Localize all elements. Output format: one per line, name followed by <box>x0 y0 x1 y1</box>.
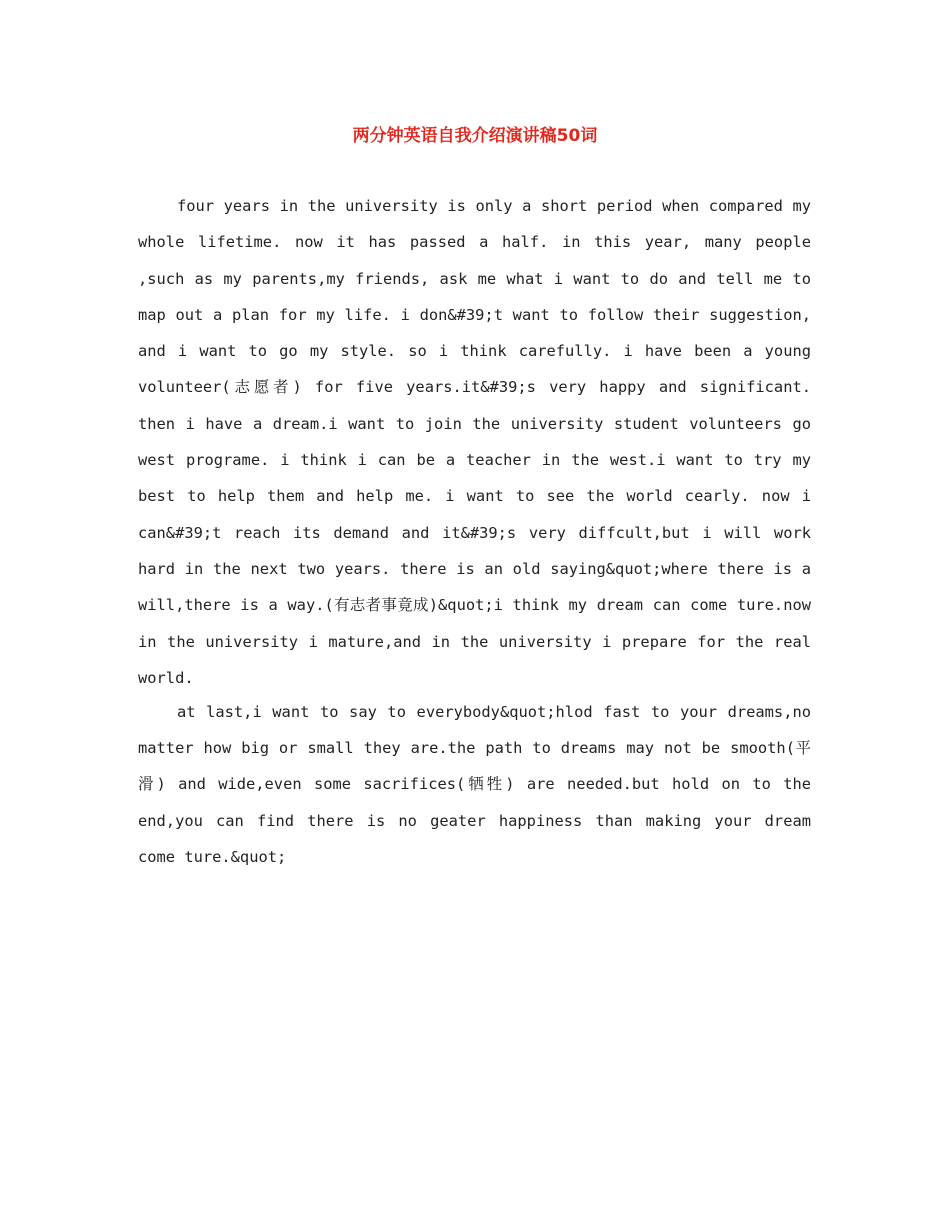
paragraph-1: four years in the university is only a short period when compared my whole lifetime. now it has passed a half. in this year, many people ,such as my parents,my friends, ask me what i want to do and tell me to map out a plan for my life. i don&#39;t want to follow their suggestion, and i want to go my style. so i think carefully. i have been a young volunteer(志愿者) for five years.it&#39;s very happy and significant. then i have a dream.i want to join the university student volunteers go west programe. i think i can be a teacher in the west.i want to try my best to help them and help me. i want to see the world cearly. now i can&#39;t reach its demand and it&#39;s very diffcult,but i will work hard in the next two years. there is an old saying&quot;where there is a will,there is a way.(有志者事竟成)&quot;i think my dream can come ture.now in the university i mature,and in the university i prepare for the real world. <box>138 197 811 687</box>
paragraph-2: at last,i want to say to everybody&quot;hlod fast to your dreams,no matter how big or small they are.the path to dreams may not be smooth(平滑) and wide,even some sacrifices(牺牲) are needed.but hold on to the end,you can find there is no geater happiness than making your dream come ture.&quot; <box>138 702 811 866</box>
document-title: 两分钟英语自我介绍演讲稿50词 <box>352 126 598 146</box>
document-body <box>138 188 811 875</box>
